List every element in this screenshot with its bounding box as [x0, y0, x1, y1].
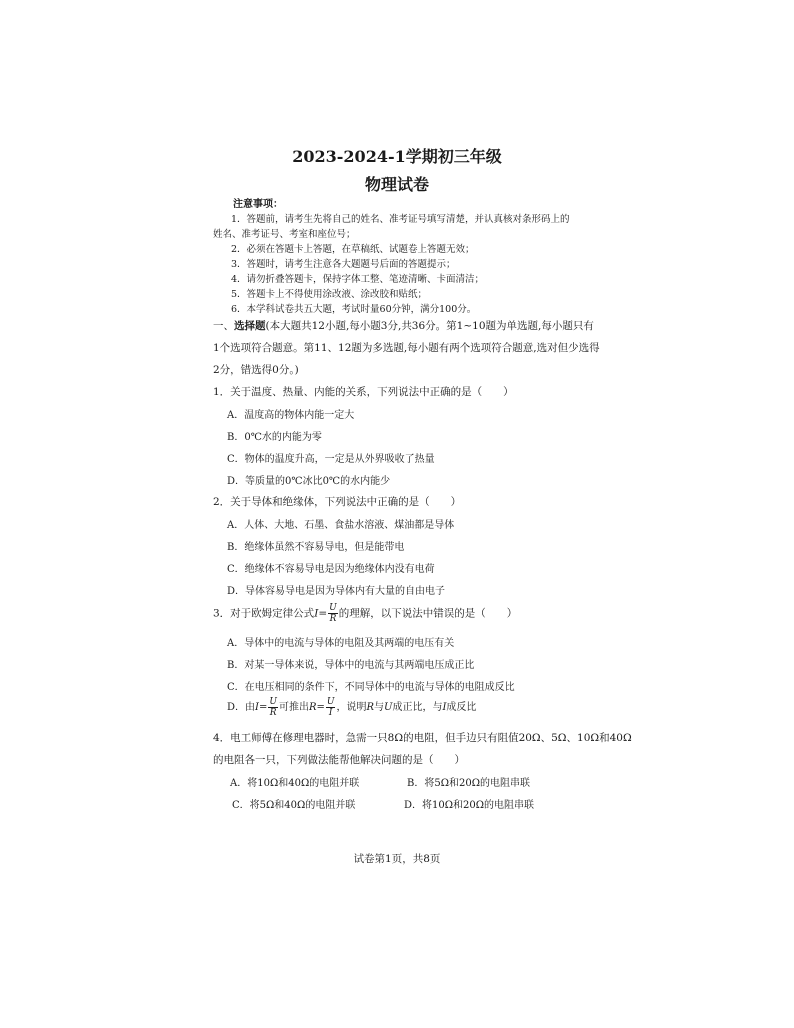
question-2-option-d: D．导体容易导电是因为导体内有大量的自由电子	[227, 586, 446, 597]
question-1-stem: 1．关于温度、热量、内能的关系，下列说法中正确的是（ ）	[213, 386, 514, 398]
note-line-6: 6．本学科试卷共五大题，考试时量60分钟，满分100分。	[231, 304, 477, 315]
question-2-stem: 2．关于导体和绝缘体，下列说法中正确的是（ ）	[213, 496, 462, 508]
note-line-5: 5．答题卡上不得使用涂改液、涂改胶和贴纸；	[231, 289, 428, 300]
q3d-frac1-num: U	[269, 697, 277, 707]
note-line-4: 4．请勿折叠答题卡，保持字体工整、笔迹清晰、卡面清洁；	[231, 274, 485, 285]
notes-title: 注意事项：	[233, 199, 283, 210]
q3d-var-i: I	[255, 702, 259, 713]
q3-formula-var: I	[314, 607, 319, 620]
question-2-option-a: A．人体、大地、石墨、食盐水溶液、煤油都是导体	[227, 520, 455, 531]
question-1-option-d: D．等质量的0℃冰比0℃的水内能少	[227, 476, 391, 487]
exam-subtitle: 物理试卷	[364, 175, 429, 194]
q3-stem-pre: 3．对于欧姆定律公式	[213, 607, 315, 620]
q3d-fraction-1	[268, 697, 278, 718]
question-4-option-d: D．将10Ω和20Ω的电阻串联	[404, 800, 535, 811]
q3d-eq-1: =	[258, 702, 268, 713]
section-heading	[213, 318, 594, 333]
question-4-option-a: A．将10Ω和40Ω的电阻并联	[230, 778, 360, 789]
section-desc-2: 1个选项符合题意。第11、12题为多选题,每小题有两个选项符合题意,选对但少选得	[213, 342, 600, 354]
q3d-eq-2: =	[316, 702, 325, 713]
q3d-frac2-num: U	[326, 697, 335, 707]
q3d-mid: 可推出	[278, 702, 309, 713]
q3-formula-eq: =	[318, 607, 328, 620]
q3d-var-u: U	[384, 702, 393, 713]
question-2-option-c: C．绝缘体不容易导电是因为绝缘体内没有电荷	[227, 564, 435, 575]
question-3-stem	[213, 603, 517, 624]
q3-frac-num: U	[329, 603, 337, 613]
q3d-fraction-2	[326, 697, 336, 718]
exam-title: 2023-2024-1学期初三年级	[292, 147, 502, 166]
question-3-option-c: C．在电压相同的条件下，不同导体中的电流与导体的电阻成反比	[227, 682, 515, 693]
section-name: 选择题	[234, 320, 266, 332]
q3d-var-i2: I	[442, 702, 447, 713]
q3d-post-3: 成正比，与	[392, 702, 443, 713]
question-1-option-a: A．温度高的物体内能一定大	[227, 410, 355, 421]
question-4-option-b: B．将5Ω和20Ω的电阻串联	[407, 778, 531, 789]
section-prefix: 一、	[213, 320, 234, 332]
q3-formula-fraction	[328, 603, 338, 624]
note-line-3: 3．答题时，请考生注意各大题题号后面的答题提示；	[231, 259, 456, 270]
q3d-var-r2: R	[366, 702, 375, 713]
question-3-option-d	[227, 697, 476, 718]
section-desc-3: 2分，错选得0分。)	[213, 364, 299, 376]
q3d-post-4: 成反比	[446, 702, 477, 713]
q3-frac-den: R	[329, 614, 337, 624]
note-line-2: 2．必须在答题卡上答题，在草稿纸、试题卷上答题无效；	[231, 244, 475, 255]
q3d-frac1-den: R	[269, 708, 277, 718]
note-line-1: 1．答题前，请考生先将自己的姓名、准考证号填写清楚，并认真核对条形码上的	[231, 214, 570, 225]
question-4-stem-line-2: 的电阻各一只，下列做法能帮他解决问题的是（ ）	[213, 754, 465, 766]
question-3-option-a: A．导体中的电流与导体的电阻及其两端的电压有关	[227, 638, 455, 649]
q3d-post-1: ，说明	[336, 702, 367, 713]
note-line-1-cont: 姓名、准考证号、考室和座位号；	[213, 229, 356, 240]
question-4-option-c: C．将5Ω和40Ω的电阻并联	[232, 800, 356, 811]
page-footer: 试卷第1页，共8页	[353, 853, 441, 865]
section-desc-1: (本大题共12小题,每小题3分,共36分。第1~10题为单选题,每小题只有	[265, 320, 594, 332]
q3d-frac2-den: I	[328, 708, 333, 718]
question-1-option-c: C．物体的温度升高，一定是从外界吸收了热量	[227, 454, 435, 465]
question-4-stem-line-1: 4．电工师傅在修理电器时，急需一只8Ω的电阻，但手边只有阻值20Ω、5Ω、10Ω和40Ω	[213, 732, 632, 744]
q3-stem-post: 的理解，以下说法中错误的是（ ）	[338, 607, 518, 620]
q3d-pre: D．由	[227, 702, 256, 713]
question-3-option-b: B．对某一导体来说，导体中的电流与其两端电压成正比	[227, 660, 475, 671]
q3d-post-2: 与	[374, 702, 385, 713]
question-2-option-b: B．绝缘体虽然不容易导电，但是能带电	[227, 542, 405, 553]
q3d-var-r: R	[308, 702, 317, 713]
question-1-option-b: B．0℃水的内能为零	[227, 432, 322, 443]
